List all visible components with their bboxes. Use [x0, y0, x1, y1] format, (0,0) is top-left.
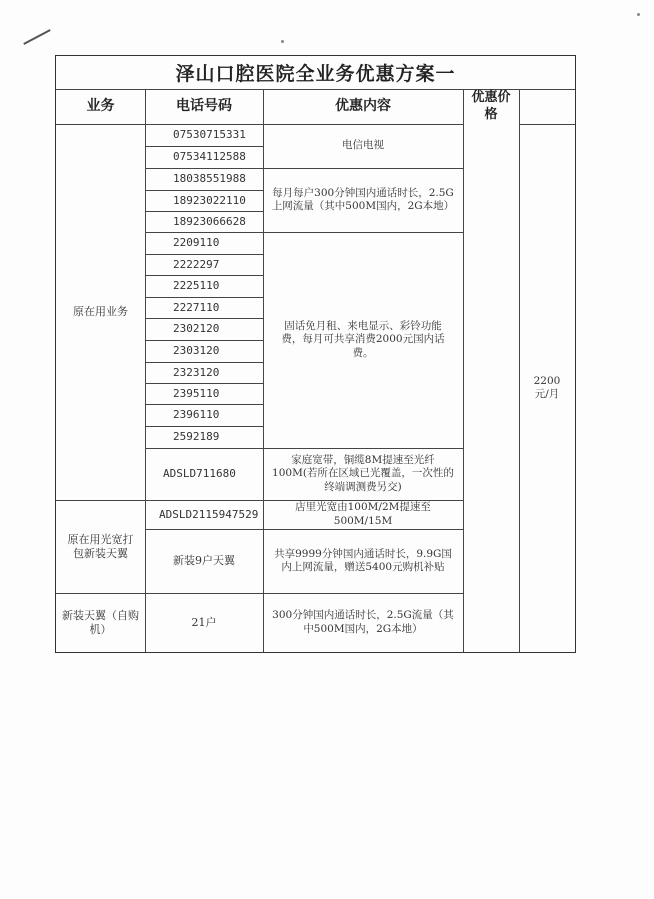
phone-number: 2302120 — [173, 322, 220, 336]
benefit-fiber-upgrade: 店里光宽由100M/2M提速至500M/15M — [295, 501, 431, 527]
phone-number: 2303120 — [173, 344, 220, 358]
phone-number: 2209110 — [173, 236, 220, 250]
phone-number: 2222297 — [173, 257, 220, 271]
header-extra — [519, 89, 575, 124]
benefit-new-plan: 300分钟国内通话时长，2.5G流量（其中500M国内，2G本地） — [272, 609, 454, 635]
category-new-tianyi: 新装天翼（自购机） — [62, 608, 139, 636]
benefit-mobile: 每月每户300分钟国内通话时长，2.5G上网流量（其中500M国内，2G本地） — [271, 186, 455, 212]
phone-number: 07530715331 — [173, 128, 246, 142]
category-existing: 原在用业务 — [73, 305, 128, 319]
header-phone: 电话号码 — [176, 97, 232, 114]
phone-number: 07534112588 — [173, 150, 246, 164]
scan-speck — [281, 40, 284, 43]
benefit-fixed-line: 固话免月租、来电显示、彩铃功能费，每月可共享消费2000元国内话费。 — [281, 320, 445, 359]
discount-plan-table — [55, 55, 576, 653]
phone-number: 18923022110 — [173, 193, 246, 207]
phone-number: ADSLD711680 — [163, 467, 236, 481]
phone-number: 18038551988 — [173, 172, 246, 186]
phone-number: ADSLD2115947529 — [159, 507, 259, 521]
category-fiber-bundle: 原在用光宽打包新装天翼 — [67, 532, 134, 560]
header-content: 优惠内容 — [335, 97, 391, 114]
benefit-shared-plan: 共享9999分钟国内通话时长，9.9G国内上网流量，赠送5400元购机补贴 — [274, 547, 452, 573]
new-tianyi-accounts: 新装9户天翼 — [173, 554, 235, 568]
phone-number: 2225110 — [173, 279, 220, 293]
new-accounts-count: 21户 — [191, 615, 217, 629]
discount-price: 2200元/月 — [533, 374, 561, 400]
pen-mark — [23, 29, 50, 45]
phone-number: 2323120 — [173, 365, 220, 379]
phone-number: 2592189 — [173, 430, 220, 444]
phone-number: 18923066628 — [173, 214, 246, 228]
scan-speck — [637, 13, 640, 16]
benefit-tv: 电信电视 — [342, 139, 384, 152]
phone-number: 2395110 — [173, 386, 220, 400]
phone-number: 2227110 — [173, 300, 220, 314]
header-price: 优惠价格 — [471, 90, 511, 122]
benefit-broadband: 家庭宽带，铜缆8M提速至光纤100M(若所在区域已光覆盖，一次性的终端调测费另交) — [272, 454, 454, 493]
phone-number: 2396110 — [173, 408, 220, 422]
document-title: 泽山口腔医院全业务优惠方案一 — [175, 63, 456, 85]
header-business: 业务 — [86, 97, 115, 114]
